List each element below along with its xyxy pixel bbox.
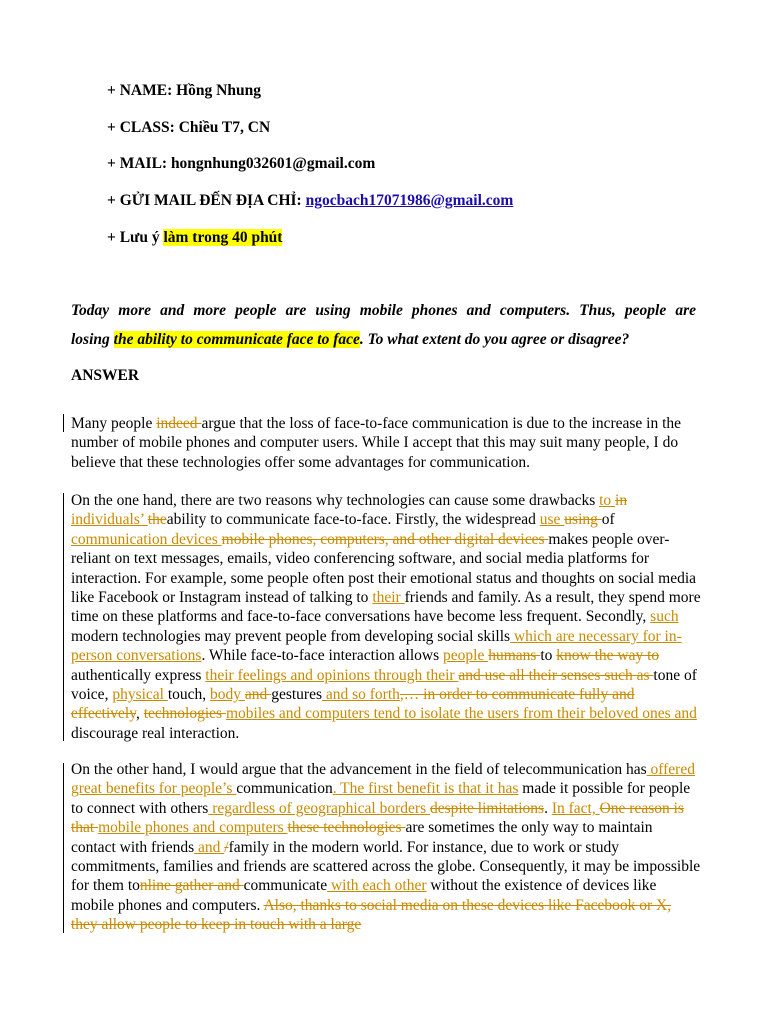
inserted-text: mobiles and computers tend to isolate the users from their beloved ones and [225, 705, 697, 723]
deleted-text: using [564, 511, 602, 529]
body-text: makes people over-reliant on text messages, emails, video conferencing [71, 530, 670, 568]
body-text: of [601, 511, 615, 529]
body-text: ability to communicate face-to-face. Firstly, the widespread [166, 511, 540, 529]
inserted-text: mobile phones and computers [98, 819, 288, 837]
inserted-text: use [539, 511, 565, 529]
note-highlight: làm trong 40 phút [163, 229, 283, 246]
paragraph-body-1 [71, 491, 701, 743]
inserted-text: with each other [327, 877, 427, 895]
send-mail-line [107, 192, 513, 210]
body-text: to [540, 647, 557, 665]
body-text: without the existence of devices like mobile phones and computers. [71, 877, 657, 914]
deleted-text: the [147, 511, 167, 529]
body-text: Many people [71, 415, 157, 432]
change-bar [63, 414, 64, 432]
paragraph-body-2 [71, 760, 701, 935]
body-text: touch, [167, 686, 211, 704]
body-text: made it possible for people to connect with others [71, 780, 691, 817]
body-text: authentically express [71, 666, 206, 684]
body-text: modern technologies may prevent people from developing social skills [71, 627, 511, 645]
body-text: software, and social media platforms for interaction. For example, some people often post their emotional status and thoughts on social media like Facebook or Instagram instead of talking to [71, 550, 697, 607]
body-text: are sometimes the only way to maintain contact with friends [71, 819, 653, 856]
inserted-text: to [599, 492, 616, 509]
body-text: tone of voice, [71, 666, 697, 704]
inserted-text: which are necessary for in-person conversations [71, 627, 682, 665]
question-highlight: the ability to communicate face to face [113, 331, 360, 348]
body-text: On the other hand, I would argue that the advancement in the field of telecommunication has [71, 761, 647, 778]
body-text: friends and family. As a result, they spend more time on these platforms and face-to-face conversations have become less frequent. Secondly, [71, 589, 701, 626]
body-text: discourage real interaction. [71, 724, 240, 742]
body-text: , [135, 705, 144, 723]
deleted-text: indeed [156, 415, 202, 432]
body-text: communication [236, 780, 333, 798]
body-text: . [544, 799, 552, 817]
inserted-text: and [194, 838, 225, 856]
inserted-text: such [650, 608, 679, 626]
question-line-1: Today more and more people are using mobile phones and computers. Thus, people are [71, 302, 696, 319]
inserted-text: body [210, 686, 245, 704]
deleted-text: know the way to [556, 647, 660, 665]
note-line [107, 229, 282, 247]
deleted-text: and [244, 686, 272, 704]
inserted-text: . The first benefit is that it has [332, 780, 519, 798]
deleted-text: One reason is that [71, 799, 684, 837]
change-bar [63, 763, 64, 933]
inserted-text: individuals’ [71, 511, 148, 529]
inserted-text: their feelings and opinions through their [205, 666, 459, 684]
inserted-text: physical [112, 686, 168, 704]
inserted-text: their [372, 589, 405, 607]
deleted-text: nline gather and [139, 877, 244, 895]
deleted-text: in [615, 492, 628, 509]
answer-heading: ANSWER [71, 367, 140, 384]
inserted-text: offered great benefits for people’s [71, 761, 695, 798]
deleted-text: / [224, 838, 229, 856]
note-label: + Lưu ý [107, 229, 164, 246]
body-text: family in the modern world. For instance, due to work or study commitments, families and friends are scattered across the globe. Consequently, it may be impossible for them to [71, 838, 701, 895]
paragraph-intro [71, 414, 701, 472]
deleted-text: and use all their senses such as [458, 666, 654, 684]
inserted-text: communication devices [71, 530, 222, 548]
body-text: communicate [243, 877, 328, 895]
deleted-text: ,… in order to communicate fully and effectively [71, 686, 635, 723]
inserted-text: In fact, [551, 799, 600, 817]
body-text: . While face-to-face interaction allows [201, 647, 444, 665]
body-text: argue that the loss of face-to-face communication is due to the increase in the number of mobile phones and computer users. While I accept that this may suit many people, I do believe that these technologies offer some advantages for communication. [71, 415, 682, 471]
student-name: + NAME: Hồng Nhung [107, 82, 261, 99]
student-mail: + MAIL: hongnhung032601@gmail.com [107, 155, 376, 172]
send-mail-link[interactable]: ngocbach17071986@gmail.com [305, 192, 514, 209]
deleted-text: these technologies [287, 819, 406, 837]
essay-question [71, 296, 696, 354]
deleted-text: humans [488, 647, 541, 665]
deleted-text: Also, thanks to social media on these devices like Facebook or X, they allow people to keep in touch with a large [71, 896, 672, 934]
question-line-2: losing the ability to communicate face to face. To what extent do you agree or disagree? [71, 331, 630, 348]
inserted-text: and so forth [321, 686, 400, 704]
deleted-text: technologies [143, 705, 226, 723]
body-text: On the one hand, there are two reasons why technologies can cause some drawbacks [71, 492, 600, 509]
inserted-text: people [443, 647, 489, 665]
inserted-text: regardless of geographical borders [208, 799, 430, 817]
change-bar [63, 493, 64, 741]
student-class: + CLASS: Chiều T7, CN [107, 119, 271, 136]
deleted-text: mobile phones, computers, and other digital devices [221, 530, 549, 548]
body-text: gestures [271, 686, 322, 704]
send-mail-label: + GỬI MAIL ĐẾN ĐỊA CHỈ: [107, 192, 306, 209]
deleted-text: despite limitations [429, 799, 545, 817]
